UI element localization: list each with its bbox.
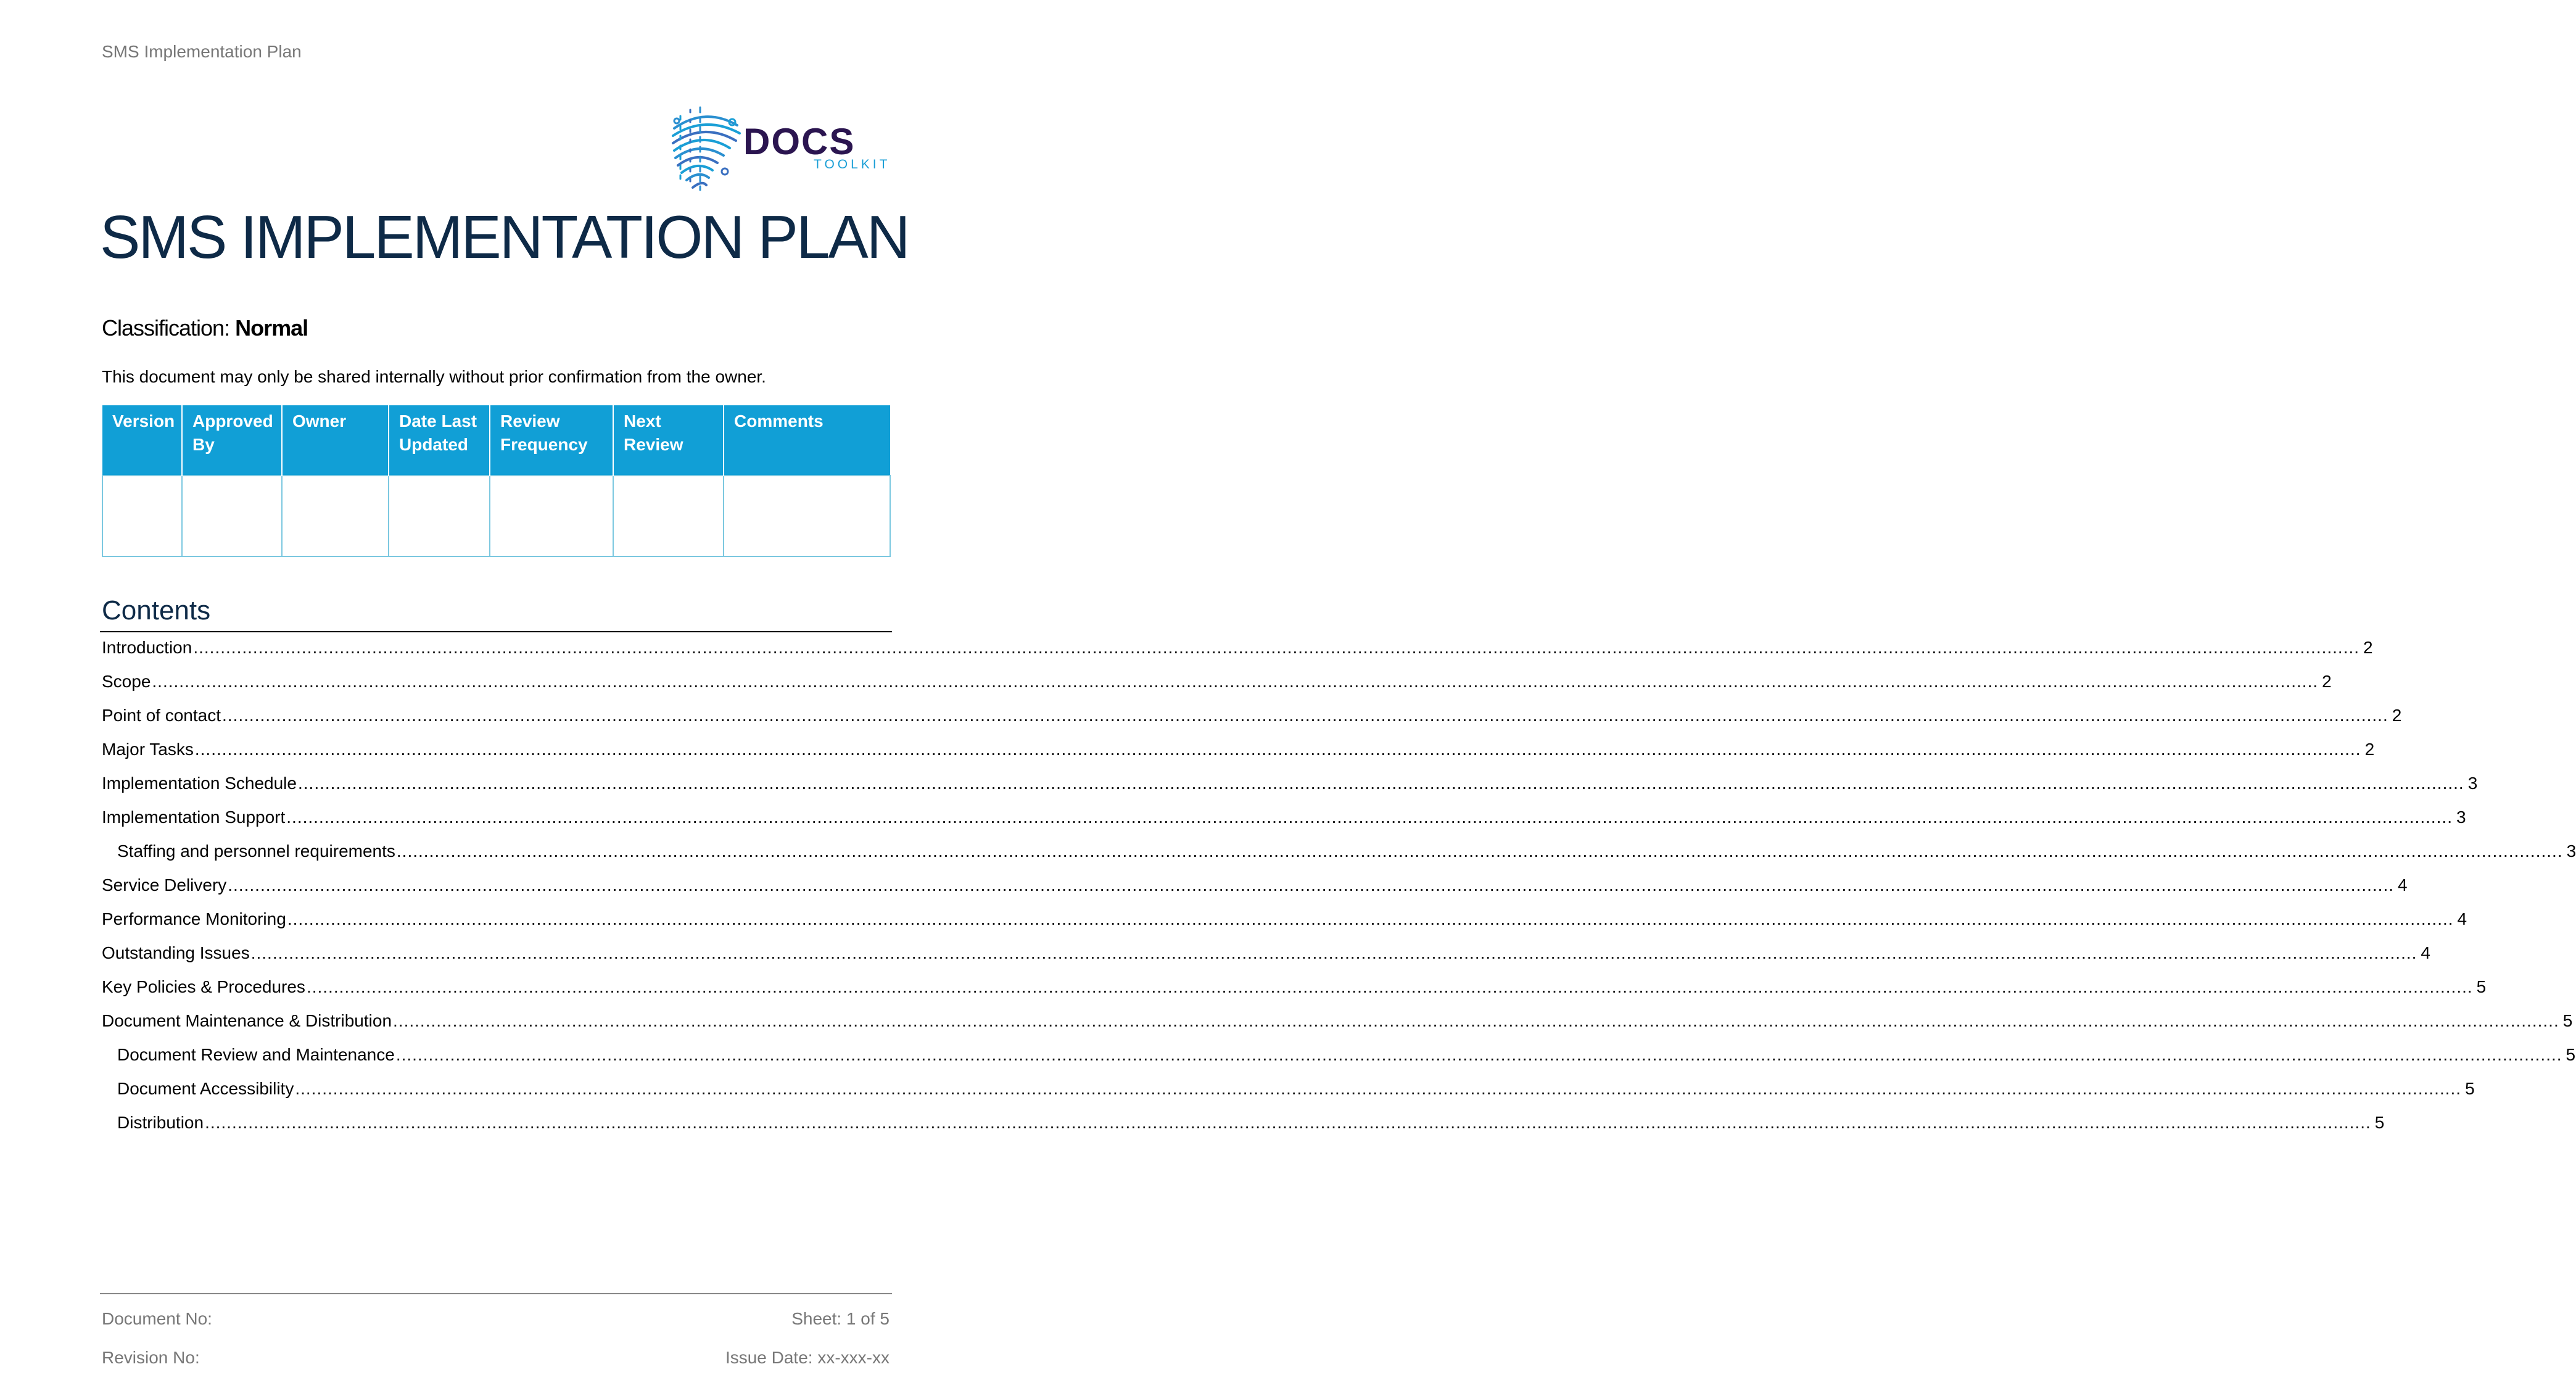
toc-entry-page: 5 (2465, 1079, 2475, 1098)
docs-toolkit-logo (668, 104, 896, 193)
toc-entry-page: 2 (2322, 672, 2332, 691)
toc-entry-label: Point of contact (102, 706, 221, 725)
toc-entry-label: Implementation Schedule (102, 774, 297, 793)
toc-dot-leader: ................................................................................................................................................................................................................................................................................................................................................................................................................ (396, 841, 2563, 861)
toc-entry[interactable] (102, 941, 2430, 975)
toc-entry[interactable] (102, 1110, 2385, 1144)
table-cell[interactable] (182, 476, 282, 556)
toc-entry-page: 3 (2566, 841, 2576, 861)
toc-entry-label: Scope (102, 672, 151, 691)
toc-entry-page: 4 (2421, 943, 2430, 962)
toc-entry-label: Major Tasks (102, 740, 194, 759)
toc-entry[interactable] (102, 839, 2576, 873)
table-cell[interactable] (282, 476, 389, 556)
toc-entry-label: Performance Monitoring (102, 909, 286, 928)
toc-entry[interactable] (102, 873, 2408, 907)
table-cell[interactable] (102, 476, 182, 556)
toc-dot-leader: ................................................................................................................................................................................................................................................................................................................................................................................................................ (295, 1079, 2462, 1098)
toc-entry-label: Service Delivery (102, 875, 227, 895)
toc-entry[interactable] (102, 1043, 2576, 1076)
toc-entry-page: 2 (2392, 706, 2402, 725)
toc-entry-page: 3 (2456, 808, 2466, 827)
toc-entry-label: Distribution (117, 1113, 204, 1132)
table-of-contents (102, 635, 2576, 1144)
footer-document-no: Document No: (102, 1309, 212, 1328)
sharing-notice: This document may only be shared internally without prior confirmation from the owner. (102, 367, 766, 386)
toc-dot-leader: ................................................................................................................................................................................................................................................................................................................................................................................................................ (395, 1045, 2562, 1064)
toc-entry[interactable] (102, 805, 2466, 839)
toc-entry[interactable] (102, 703, 2402, 737)
toc-entry-page: 2 (2364, 740, 2375, 759)
toc-entry-page: 5 (2566, 1045, 2576, 1064)
column-header: Approved By (182, 405, 282, 476)
toc-entry[interactable] (102, 975, 2487, 1009)
toc-entry-page: 5 (2374, 1113, 2385, 1132)
logo-wordmark-docs: DOCS (743, 121, 856, 162)
toc-dot-leader: ................................................................................................................................................................................................................................................................................................................................................................................................................ (286, 808, 2453, 827)
classification-label: Classification: (102, 315, 230, 341)
footer-sheet: Sheet: 1 of 5 (791, 1309, 890, 1328)
table-cell[interactable] (389, 476, 490, 556)
toc-entry-page: 5 (2476, 977, 2487, 996)
toc-dot-leader: ................................................................................................................................................................................................................................................................................................................................................................................................................ (297, 774, 2464, 793)
toc-entry-label: Document Review and Maintenance (117, 1045, 395, 1064)
toc-entry-label: Implementation Support (102, 808, 286, 827)
contents-divider (100, 631, 892, 632)
toc-dot-leader: ................................................................................................................................................................................................................................................................................................................................................................................................................ (222, 706, 2388, 725)
toc-entry-label: Introduction (102, 638, 192, 657)
footer-revision-no: Revision No: (102, 1348, 200, 1367)
column-header: Version (102, 405, 182, 476)
toc-dot-leader: ................................................................................................................................................................................................................................................................................................................................................................................................................ (287, 909, 2454, 928)
toc-entry[interactable] (102, 1076, 2475, 1110)
table-row (102, 476, 890, 556)
toc-entry[interactable] (102, 635, 2373, 669)
logo-wordmark-toolkit: TOOLKIT (814, 157, 891, 171)
toc-dot-leader: ................................................................................................................................................................................................................................................................................................................................................................................................................ (306, 977, 2473, 996)
table-cell[interactable] (724, 476, 890, 556)
toc-entry[interactable] (102, 737, 2375, 771)
toc-dot-leader: ................................................................................................................................................................................................................................................................................................................................................................................................................ (228, 875, 2394, 895)
column-header: Date Last Updated (389, 405, 490, 476)
column-header: Next Review (613, 405, 724, 476)
table-cell[interactable] (490, 476, 613, 556)
toc-entry-label: Document Maintenance & Distribution (102, 1011, 392, 1030)
toc-entry[interactable] (102, 771, 2478, 805)
table-header-row (102, 405, 890, 476)
column-header: Owner (282, 405, 389, 476)
column-header: Comments (724, 405, 890, 476)
toc-entry-label: Outstanding Issues (102, 943, 250, 962)
footer-issue-date: Issue Date: xx-xxx-xx (725, 1348, 890, 1367)
table-cell[interactable] (613, 476, 724, 556)
toc-entry-page: 4 (2398, 875, 2408, 895)
toc-entry-label: Document Accessibility (117, 1079, 294, 1098)
toc-dot-leader: ................................................................................................................................................................................................................................................................................................................................................................................................................ (250, 943, 2417, 962)
toc-entry[interactable] (102, 669, 2332, 703)
contents-heading: Contents (102, 595, 211, 626)
footer-divider (100, 1293, 892, 1294)
toc-dot-leader: ................................................................................................................................................................................................................................................................................................................................................................................................................ (193, 638, 2360, 657)
classification (102, 315, 308, 341)
toc-entry[interactable] (102, 907, 2467, 941)
toc-entry-label: Key Policies & Procedures (102, 977, 305, 996)
toc-entry-page: 4 (2457, 909, 2467, 928)
document-title: SMS IMPLEMENTATION PLAN (100, 203, 909, 271)
toc-entry-page: 5 (2562, 1011, 2573, 1030)
toc-entry[interactable] (102, 1009, 2573, 1043)
toc-dot-leader: ................................................................................................................................................................................................................................................................................................................................................................................................................ (194, 740, 2361, 759)
toc-entry-page: 2 (2363, 638, 2373, 657)
toc-dot-leader: ................................................................................................................................................................................................................................................................................................................................................................................................................ (393, 1011, 2559, 1030)
toc-dot-leader: ................................................................................................................................................................................................................................................................................................................................................................................................................ (205, 1113, 2371, 1132)
toc-dot-leader: ................................................................................................................................................................................................................................................................................................................................................................................................................ (152, 672, 2319, 691)
toc-entry-page: 3 (2467, 774, 2478, 793)
classification-value: Normal (235, 315, 308, 341)
document-control-table (102, 405, 891, 557)
column-header: Review Frequency (490, 405, 613, 476)
running-header: SMS Implementation Plan (102, 42, 302, 61)
toc-entry-label: Staffing and personnel requirements (117, 841, 395, 861)
fingerprint-shield-icon (668, 104, 748, 193)
